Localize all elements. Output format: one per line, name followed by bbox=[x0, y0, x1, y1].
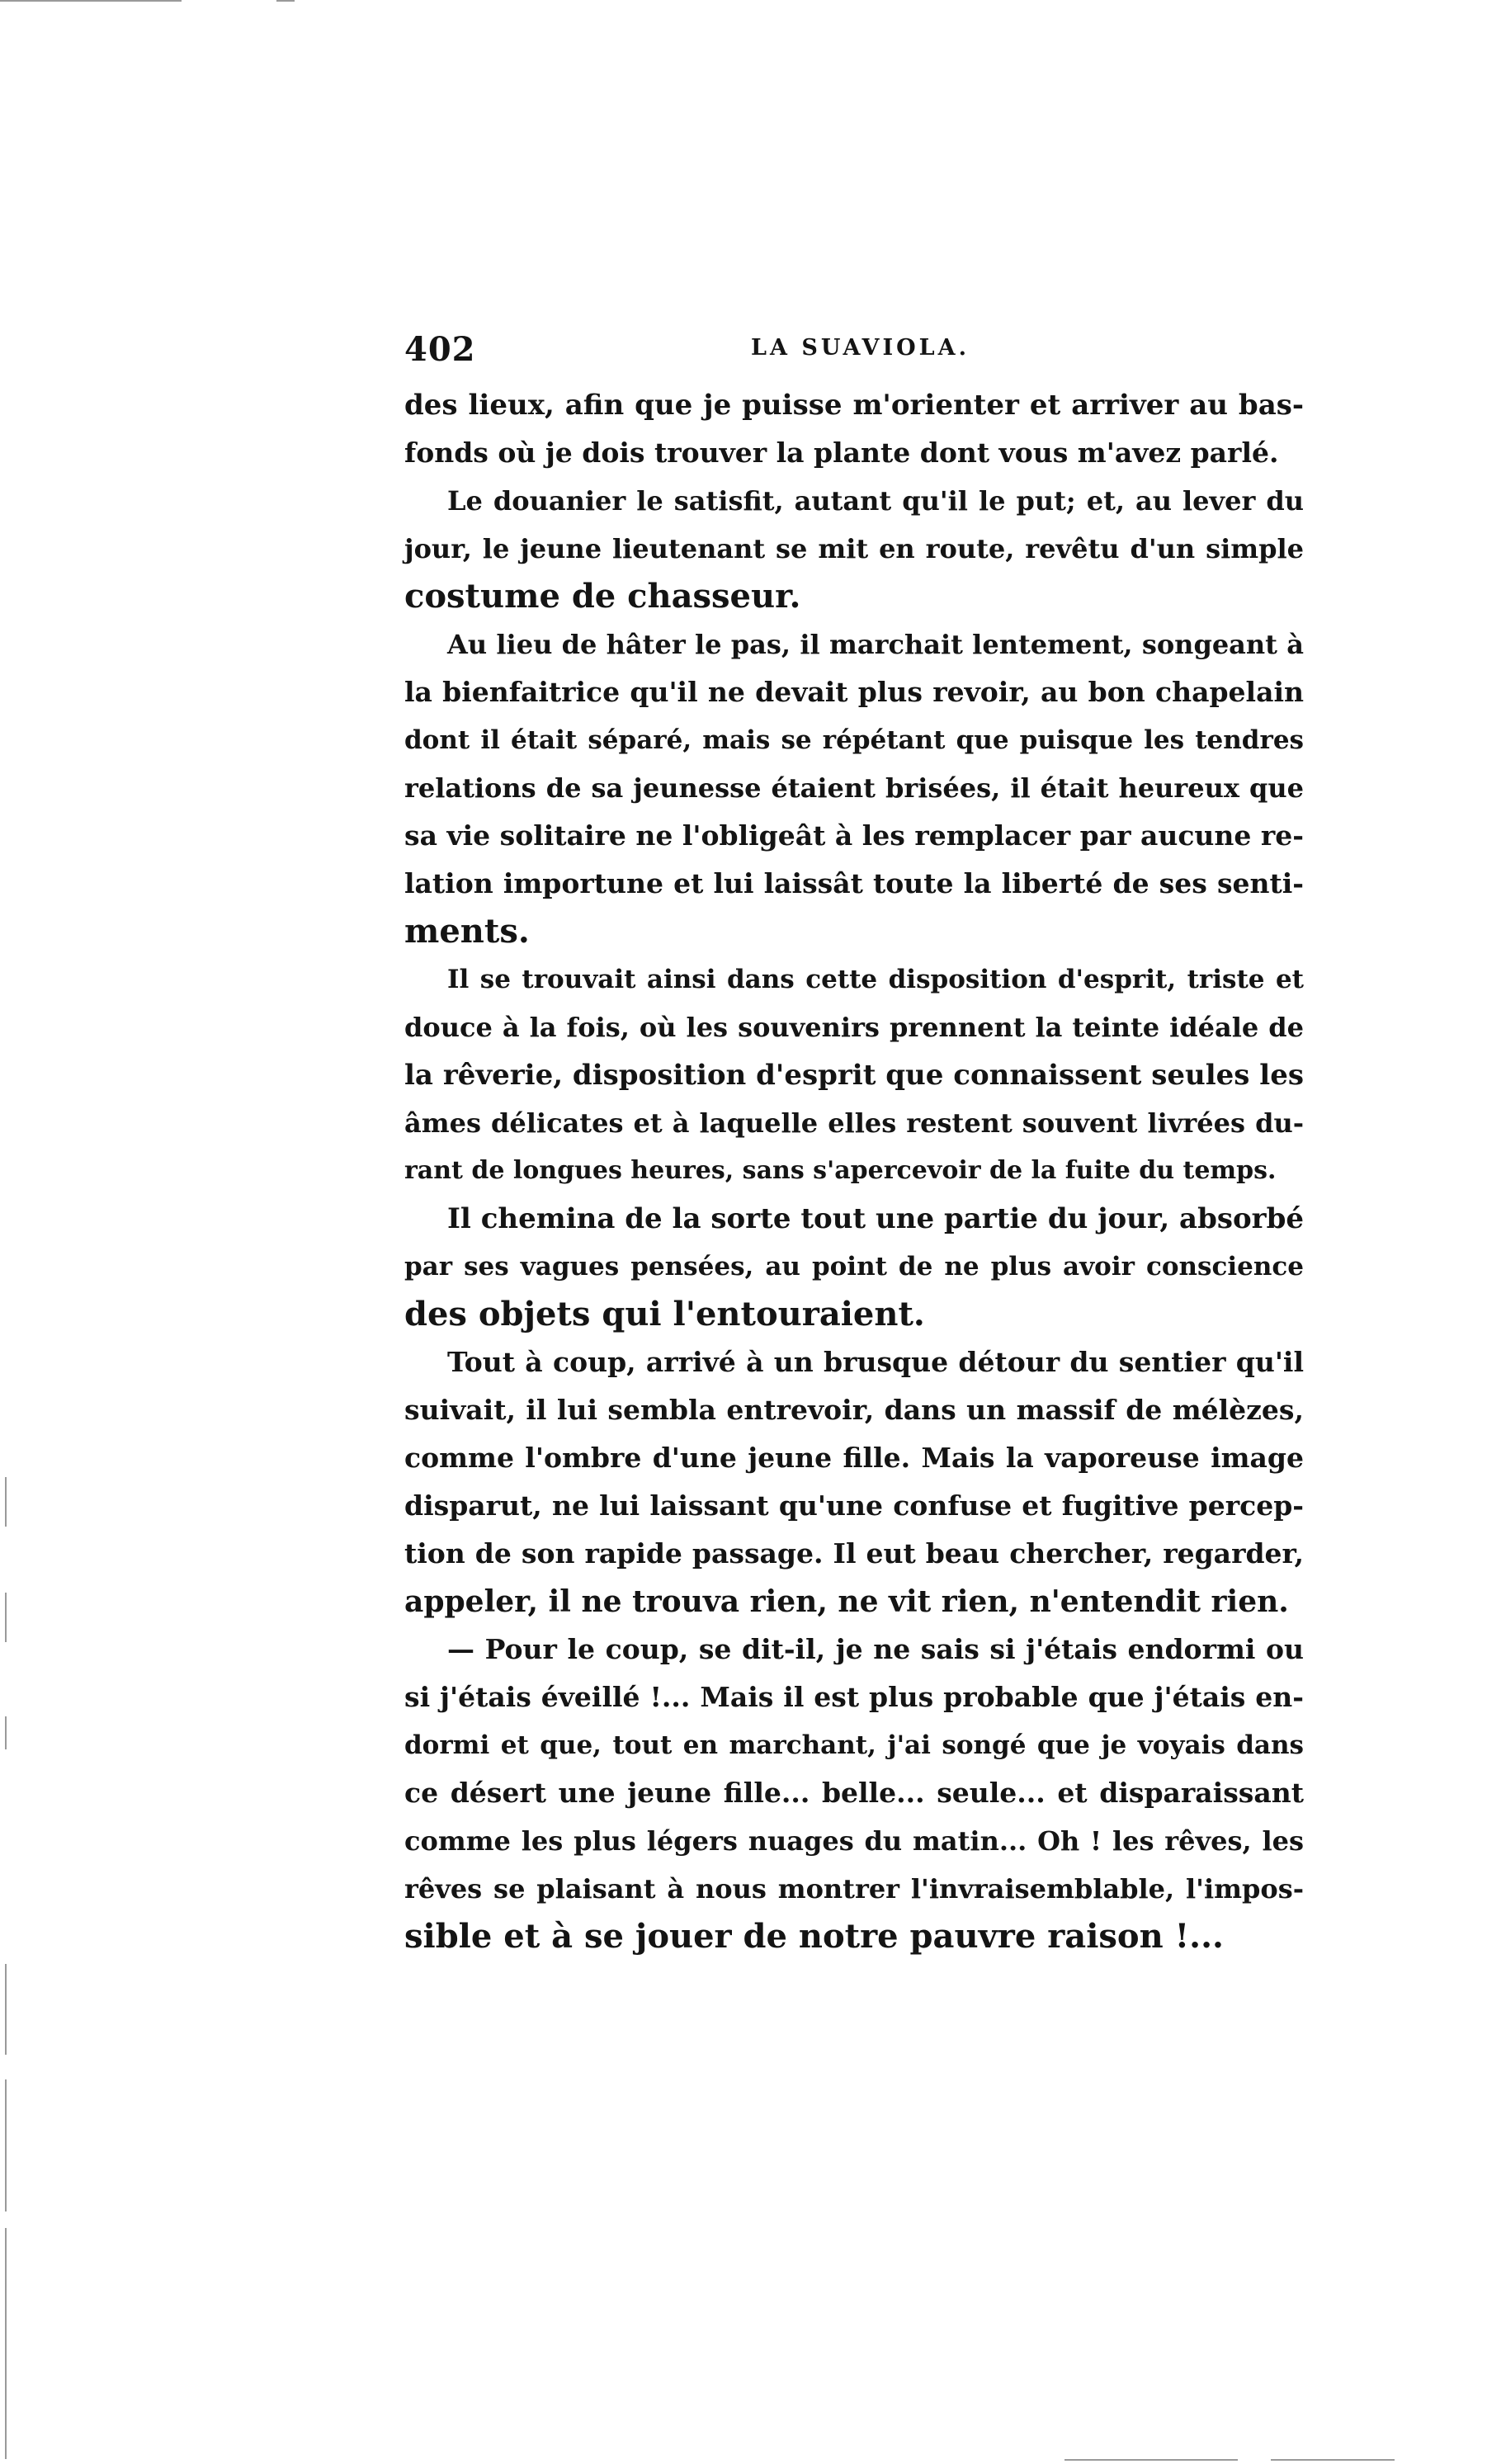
scan-edge-top-mark bbox=[276, 0, 295, 2]
text-line: sa vie solitaire ne l'obligeât à les remplacer par aucune re- bbox=[404, 819, 1304, 852]
scan-edge-top bbox=[0, 0, 182, 2]
text-line: si j'étais éveillé !... Mais il est plus probable que j'étais en- bbox=[404, 1681, 1304, 1713]
text-line: appeler, il ne trouva rien, ne vit rien, n'entendit rien. bbox=[404, 1584, 1289, 1619]
scan-edge-left-mark bbox=[5, 1477, 7, 1527]
scan-edge-left-mark bbox=[5, 2079, 7, 2211]
text-line: rant de longues heures, sans s'apercevoir de la fuite du temps. bbox=[404, 1156, 1277, 1185]
text-line: — Pour le coup, se dit-il, je ne sais si j'étais endormi ou bbox=[447, 1633, 1304, 1665]
text-line: douce à la fois, où les souvenirs prennent la teinte idéale de bbox=[404, 1012, 1304, 1043]
text-line: fonds où je dois trouver la plante dont vous m'avez parlé. bbox=[404, 437, 1279, 469]
text-line: rêves se plaisant à nous montrer l'invraisemblable, l'impos- bbox=[404, 1873, 1304, 1905]
text-line: par ses vagues pensées, au point de ne plus avoir conscience bbox=[404, 1252, 1304, 1282]
text-line: Au lieu de hâter le pas, il marchait lentement, songeant à bbox=[447, 629, 1304, 660]
text-line: dont il était séparé, mais se répétant que puisque les tendres bbox=[404, 725, 1304, 755]
text-line: Tout à coup, arrivé à un brusque détour du sentier qu'il bbox=[447, 1346, 1304, 1378]
text-line: comme l'ombre d'une jeune fille. Mais la vaporeuse image bbox=[404, 1442, 1304, 1474]
text-line: Le douanier le satisfit, autant qu'il le put; et, au lever du bbox=[447, 485, 1304, 517]
scan-edge-left-mark bbox=[5, 1716, 7, 1749]
text-line: sible et à se jouer de notre pauvre raison !... bbox=[404, 1917, 1224, 1956]
text-line: jour, le jeune lieutenant se mit en route, revêtu d'un simple bbox=[404, 533, 1304, 564]
text-line: disparut, ne lui laissant qu'une confuse et fugitive percep- bbox=[404, 1489, 1304, 1522]
text-line: âmes délicates et à laquelle elles restent souvent livrées du- bbox=[404, 1107, 1304, 1139]
text-line: des lieux, afin que je puisse m'orienter et arriver au bas- bbox=[404, 389, 1304, 422]
text-line: relations de sa jeunesse étaient brisées, il était heureux que bbox=[404, 772, 1304, 804]
text-line: dormi et que, tout en marchant, j'ai songé que je voyais dans bbox=[404, 1730, 1304, 1760]
page-header bbox=[404, 330, 1312, 380]
scan-edge-left-mark bbox=[5, 2228, 7, 2459]
text-line: tion de son rapide passage. Il eut beau chercher, regarder, bbox=[404, 1537, 1304, 1570]
text-line: la bienfaitrice qu'il ne devait plus revoir, au bon chapelain bbox=[404, 676, 1304, 708]
page-number: 402 bbox=[404, 330, 476, 369]
scan-edge-left-mark bbox=[5, 1964, 7, 2055]
text-line: ments. bbox=[404, 912, 530, 951]
text-line: Il se trouvait ainsi dans cette disposition d'esprit, triste et bbox=[447, 965, 1304, 994]
text-line: ce désert une jeune fille... belle... seule... et disparaissant bbox=[404, 1777, 1304, 1809]
text-line: Il chemina de la sorte tout une partie du jour, absorbé bbox=[447, 1202, 1304, 1235]
text-line: comme les plus légers nuages du matin... Oh ! les rêves, les bbox=[404, 1825, 1304, 1857]
scan-edge-bottom bbox=[1065, 2459, 1238, 2461]
text-line: des objets qui l'entouraient. bbox=[404, 1295, 925, 1333]
body-text bbox=[404, 381, 1304, 1961]
scan-edge-left-mark bbox=[5, 1593, 7, 1642]
text-line: la rêverie, disposition d'esprit que connaissent seules les bbox=[404, 1059, 1304, 1092]
text-line: costume de chasseur. bbox=[404, 577, 801, 616]
text-line: suivait, il lui sembla entrevoir, dans un massif de mélèzes, bbox=[404, 1394, 1304, 1426]
text-line: lation importune et lui laissât toute la liberté de ses senti- bbox=[404, 867, 1304, 899]
running-title: LA SUAVIOLA. bbox=[751, 335, 970, 361]
scan-edge-bottom-mark bbox=[1271, 2459, 1395, 2461]
